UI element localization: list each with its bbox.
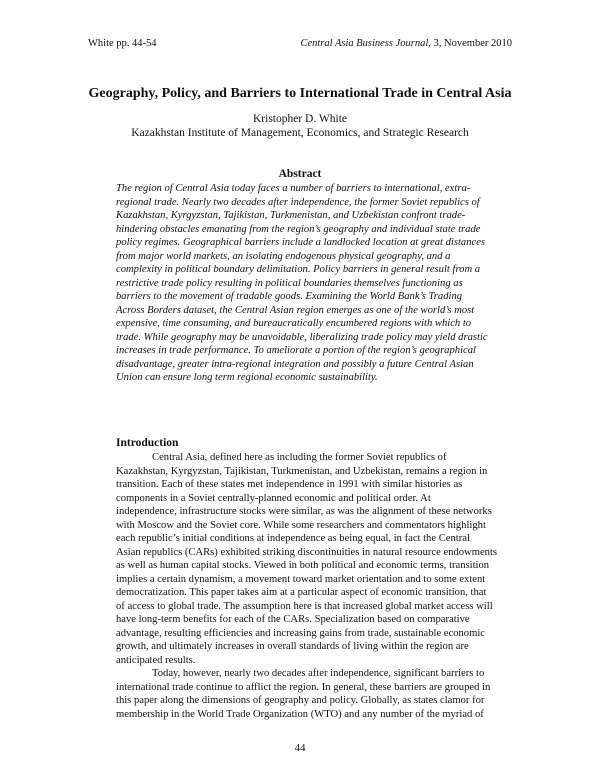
introduction-heading: Introduction	[116, 437, 179, 449]
text-line: of access to global trade. The assumption here is that increased global market access will	[116, 600, 493, 612]
text-line: expensive, time consuming, and bureaucratically encumbered regions with which to	[116, 318, 472, 329]
text-line: Union can ensure long term regional economic sustainability.	[116, 372, 378, 383]
text-line: hindering obstacles emanating from the region’s geography and individual state trade	[116, 223, 481, 235]
page-number: 44	[294, 742, 306, 754]
author-name: Kristopher D. White	[252, 113, 347, 125]
text-line: restrictive trade policy resulting in political boundaries themselves functioning as	[116, 277, 463, 289]
text-line: advantage, resulting efficiencies and increasing gains from trade, sustainable economic	[116, 627, 485, 639]
text-line: regional trade. Nearly two decades after independence, the former Soviet republics of	[116, 196, 480, 208]
text-line: growth, and ultimately increases in overall standards of living within the region are	[116, 641, 469, 652]
text-line: implies a certain dynamism, a movement toward market orientation and to some extent	[116, 573, 486, 585]
text-line: Today, however, nearly two decades after independence, significant barriers to	[152, 668, 485, 679]
introduction-text	[116, 451, 520, 721]
header-journal-name: Central Asia Business Journal	[300, 38, 429, 49]
text-line: transition. Each of these states met independence in 1991 with similar histories as	[116, 479, 463, 490]
text-line: have long-term benefits for each of the CARs. Specialization based on comparative	[116, 614, 470, 625]
text-line: Kazakhstan, Kyrgyzstan, Tajikistan, Turkmenistan, and Uzbekistan, remains a region in	[116, 465, 488, 477]
text-line: independence, infrastructure stocks were similar, as was the alignment of these networks	[116, 506, 492, 517]
text-line: each republic’s initial conditions at independence as being equal, in fact the Central	[116, 533, 470, 544]
text-line: with Moscow and the Soviet core. While some researchers and commentators highlight	[116, 519, 486, 531]
abstract-heading: Abstract	[278, 168, 322, 180]
text-line: membership in the World Trade Organization (WTO) and any number of the myriad of	[116, 708, 484, 720]
author-affiliation: Kazakhstan Institute of Management, Economics, and Strategic Research	[131, 127, 469, 139]
author-block	[60, 112, 540, 140]
running-header	[88, 38, 512, 54]
text-line: policy regimes. Geographical barriers include a landlocked location at great distances	[116, 237, 486, 248]
header-issue: , 3, November 2010	[428, 38, 512, 49]
paper-title: Geography, Policy, and Barriers to International Trade in Central Asia	[88, 86, 512, 101]
text-line: as well as human capital stocks. Viewed in both political and economic terms, transition	[116, 560, 490, 571]
header-pages: White pp. 44-54	[88, 38, 157, 49]
text-line: trade. While geography may be unavoidable, liberalizing trade policy may yield drastic	[116, 331, 488, 343]
text-line: from major world markets, an isolating endogenous physical geography, and a	[116, 250, 451, 262]
text-line: democratization. This paper takes aim at a particular aspect of economic transition, that	[116, 587, 487, 598]
abstract-text	[116, 182, 520, 385]
text-line: components in a Soviet centrally-planned economic and political order. At	[116, 492, 431, 504]
text-line: Asian republics (CARs) exhibited striking discontinuities in natural resource endowments	[116, 546, 498, 558]
text-line: Across Borders dataset, the Central Asian region emerges as one of the world’s most	[116, 304, 475, 316]
text-line: barriers to the movement of tradable goods. Examining the World Bank’s Trading	[116, 291, 463, 302]
text-line: international trade continue to afflict the region. In general, these barriers are grouped in	[116, 681, 491, 693]
text-line: Kazakhstan, Kyrgyzstan, Tajikistan, Turkmenistan, and Uzbekistan confront trade-	[116, 210, 466, 221]
text-line: increases in trade performance. To ameliorate a portion of the region’s geographical	[116, 345, 476, 356]
header-journal-info	[300, 38, 512, 49]
text-line: Central Asia, defined here as including the former Soviet republics of	[152, 452, 447, 463]
text-line: disadvantage, greater intra-regional integration and possibly a future Central Asian	[116, 358, 474, 370]
text-line: this paper along the dimensions of geography and policy. Globally, as states clamor for	[116, 695, 485, 706]
text-line: complexity in political boundary delimitation. Policy barriers in general result from a	[116, 264, 481, 275]
text-line: anticipated results.	[116, 654, 196, 666]
text-line: The region of Central Asia today faces a number of barriers to international, extra-	[116, 183, 471, 194]
